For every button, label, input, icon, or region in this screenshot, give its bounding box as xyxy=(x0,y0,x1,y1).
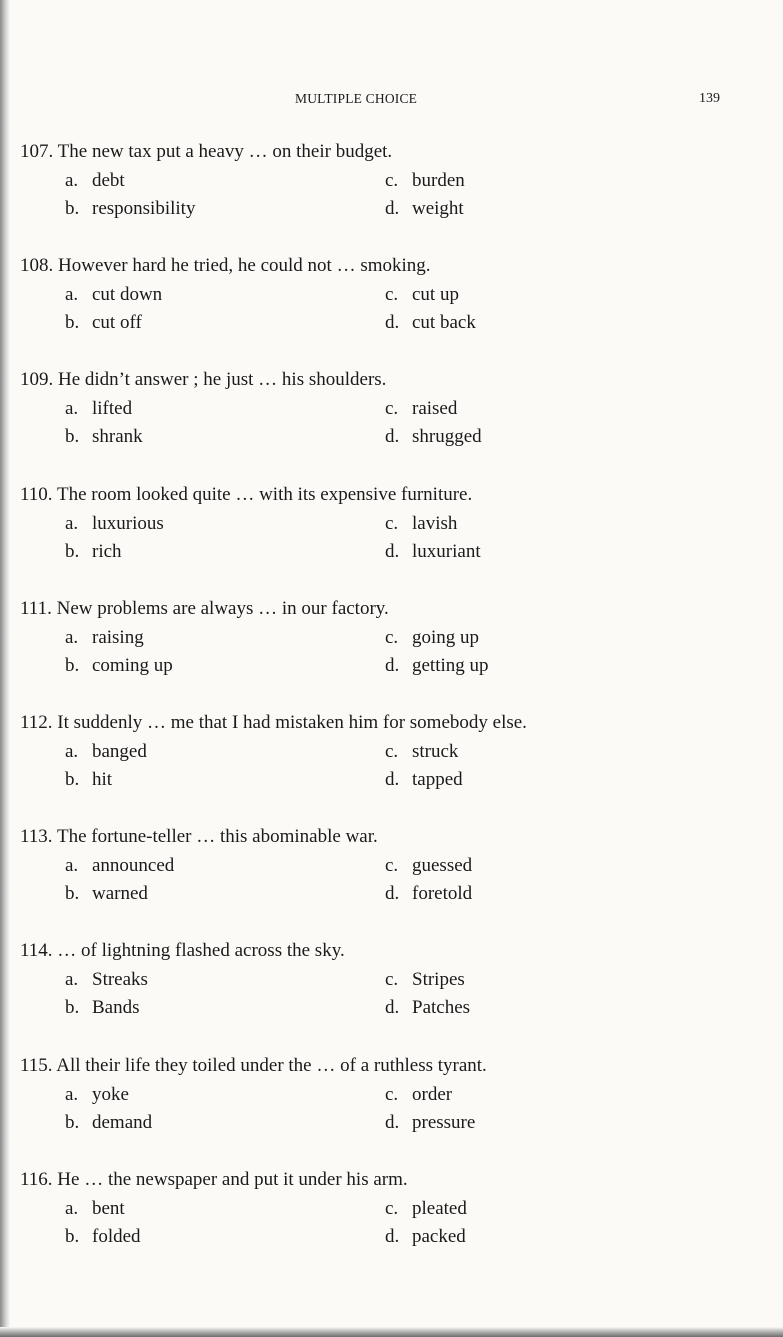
question-stem xyxy=(20,141,392,163)
option-letter: c. xyxy=(385,627,399,648)
option-letter: d. xyxy=(385,426,400,447)
question-number: 113. xyxy=(20,826,53,847)
option-text: luxuriant xyxy=(412,541,481,562)
option-letter: a. xyxy=(65,398,79,419)
option-letter: a. xyxy=(65,969,79,990)
option-letter: a. xyxy=(65,627,79,648)
option-text: rich xyxy=(92,541,122,562)
option-c xyxy=(385,170,465,192)
option-letter: b. xyxy=(65,312,80,333)
question-116 xyxy=(0,1169,783,1259)
question-text: However hard he tried, he could not … smoking. xyxy=(58,255,431,276)
option-b xyxy=(65,198,195,220)
question-stem xyxy=(20,826,378,848)
option-c xyxy=(385,1084,452,1106)
option-text: going up xyxy=(412,627,480,648)
question-number: 112. xyxy=(20,712,53,733)
option-text: Bands xyxy=(92,997,140,1018)
option-text: warned xyxy=(92,883,148,904)
option-letter: d. xyxy=(385,655,400,676)
question-number: 107. xyxy=(20,141,54,162)
question-stem xyxy=(20,255,431,277)
option-text: lifted xyxy=(92,398,133,419)
question-stem xyxy=(20,369,386,391)
option-letter: a. xyxy=(65,1084,79,1105)
option-d xyxy=(385,1112,475,1134)
option-c xyxy=(385,855,472,877)
option-letter: d. xyxy=(385,541,400,562)
option-b xyxy=(65,1112,152,1134)
question-111 xyxy=(0,598,783,688)
option-text: shrugged xyxy=(412,426,482,447)
question-text: It suddenly … me that I had mistaken him for somebody else. xyxy=(57,712,527,733)
page-number: 139 xyxy=(699,91,720,106)
option-d xyxy=(385,883,472,905)
option-text: struck xyxy=(412,741,459,762)
option-text: order xyxy=(412,1084,453,1105)
option-c xyxy=(385,969,465,991)
option-letter: d. xyxy=(385,1226,400,1247)
option-text: debt xyxy=(92,170,125,191)
option-text: cut down xyxy=(92,284,163,305)
option-a xyxy=(65,1198,125,1220)
option-text: bent xyxy=(92,1198,125,1219)
question-stem xyxy=(20,712,527,734)
option-text: Streaks xyxy=(92,969,148,990)
option-a xyxy=(65,398,132,420)
option-letter: b. xyxy=(65,1112,80,1133)
option-letter: a. xyxy=(65,855,79,876)
running-head xyxy=(0,91,783,111)
option-letter: c. xyxy=(385,855,399,876)
question-text: He … the newspaper and put it under his arm. xyxy=(57,1169,408,1190)
option-text: tapped xyxy=(412,769,463,790)
question-number: 115. xyxy=(20,1055,53,1076)
option-a xyxy=(65,855,174,877)
option-letter: c. xyxy=(385,969,399,990)
option-text: demand xyxy=(92,1112,153,1133)
question-107 xyxy=(0,141,783,231)
option-b xyxy=(65,883,148,905)
question-114 xyxy=(0,940,783,1030)
option-text: raising xyxy=(92,627,144,648)
question-110 xyxy=(0,484,783,574)
option-text: responsibility xyxy=(92,198,196,219)
option-text: raised xyxy=(412,398,458,419)
option-letter: b. xyxy=(65,769,80,790)
option-text: lavish xyxy=(412,513,458,534)
option-a xyxy=(65,513,164,535)
option-letter: b. xyxy=(65,426,80,447)
option-text: luxurious xyxy=(92,513,164,534)
option-a xyxy=(65,741,147,763)
question-text: He didn’t answer ; he just … his shoulders. xyxy=(58,369,387,390)
option-text: pressure xyxy=(412,1112,476,1133)
question-number: 110. xyxy=(20,484,53,505)
option-a xyxy=(65,284,162,306)
option-letter: c. xyxy=(385,1084,399,1105)
question-number: 114. xyxy=(20,940,53,961)
question-113 xyxy=(0,826,783,916)
question-112 xyxy=(0,712,783,802)
option-text: burden xyxy=(412,170,465,191)
option-letter: d. xyxy=(385,883,400,904)
option-letter: c. xyxy=(385,170,399,191)
question-text: The new tax put a heavy … on their budget. xyxy=(57,141,393,162)
question-number: 109. xyxy=(20,369,54,390)
option-d xyxy=(385,198,464,220)
question-109 xyxy=(0,369,783,459)
option-letter: b. xyxy=(65,1226,80,1247)
option-letter: b. xyxy=(65,655,80,676)
option-a xyxy=(65,627,144,649)
option-d xyxy=(385,426,482,448)
option-a xyxy=(65,170,125,192)
option-letter: a. xyxy=(65,513,79,534)
question-stem xyxy=(20,1055,487,1077)
option-text: folded xyxy=(92,1226,141,1247)
option-text: packed xyxy=(412,1226,466,1247)
option-b xyxy=(65,312,142,334)
question-stem xyxy=(20,598,389,620)
option-c xyxy=(385,398,457,420)
question-number: 108. xyxy=(20,255,54,276)
option-text: getting up xyxy=(412,655,489,676)
option-text: coming up xyxy=(92,655,173,676)
option-text: hit xyxy=(92,769,113,790)
option-letter: b. xyxy=(65,198,80,219)
option-text: announced xyxy=(92,855,175,876)
option-letter: d. xyxy=(385,312,400,333)
option-d xyxy=(385,655,489,677)
option-b xyxy=(65,997,140,1019)
page-edge-bottom xyxy=(0,1327,783,1337)
question-108 xyxy=(0,255,783,345)
option-b xyxy=(65,426,143,448)
question-stem xyxy=(20,484,472,506)
option-d xyxy=(385,541,481,563)
option-text: pleated xyxy=(412,1198,467,1219)
option-text: cut up xyxy=(412,284,459,305)
option-text: banged xyxy=(92,741,147,762)
option-letter: b. xyxy=(65,883,80,904)
option-letter: a. xyxy=(65,1198,79,1219)
option-letter: b. xyxy=(65,997,80,1018)
question-number: 116. xyxy=(20,1169,53,1190)
question-stem xyxy=(20,940,345,962)
option-letter: c. xyxy=(385,513,399,534)
option-b xyxy=(65,541,122,563)
option-letter: d. xyxy=(385,198,400,219)
option-a xyxy=(65,969,148,991)
question-text: New problems are always … in our factory. xyxy=(56,598,389,619)
option-d xyxy=(385,1226,466,1248)
option-c xyxy=(385,1198,467,1220)
question-stem xyxy=(20,1169,408,1191)
option-text: Stripes xyxy=(412,969,465,990)
option-text: foretold xyxy=(412,883,473,904)
option-c xyxy=(385,627,479,649)
option-letter: c. xyxy=(385,1198,399,1219)
option-text: yoke xyxy=(92,1084,129,1105)
option-c xyxy=(385,513,457,535)
option-letter: b. xyxy=(65,541,80,562)
option-text: weight xyxy=(412,198,464,219)
question-115 xyxy=(0,1055,783,1145)
question-text: … of lightning flashed across the sky. xyxy=(57,940,345,961)
option-letter: d. xyxy=(385,769,400,790)
option-b xyxy=(65,655,173,677)
option-letter: a. xyxy=(65,741,79,762)
option-c xyxy=(385,741,458,763)
option-a xyxy=(65,1084,129,1106)
option-letter: c. xyxy=(385,741,399,762)
option-letter: d. xyxy=(385,997,400,1018)
option-d xyxy=(385,769,463,791)
option-letter: a. xyxy=(65,170,79,191)
question-text: All their life they toiled under the … of a ruthless tyrant. xyxy=(56,1055,487,1076)
option-d xyxy=(385,997,470,1019)
option-text: guessed xyxy=(412,855,473,876)
option-letter: c. xyxy=(385,284,399,305)
option-letter: d. xyxy=(385,1112,400,1133)
question-text: The room looked quite … with its expensive furniture. xyxy=(56,484,473,505)
option-text: cut back xyxy=(412,312,476,333)
question-number: 111. xyxy=(20,598,52,619)
option-b xyxy=(65,1226,141,1248)
option-d xyxy=(385,312,476,334)
option-letter: c. xyxy=(385,398,399,419)
option-text: cut off xyxy=(92,312,142,333)
question-text: The fortune-teller … this abominable war. xyxy=(56,826,378,847)
option-text: shrank xyxy=(92,426,143,447)
option-b xyxy=(65,769,112,791)
running-title: MULTIPLE CHOICE xyxy=(295,91,418,106)
option-text: Patches xyxy=(412,997,471,1018)
option-c xyxy=(385,284,459,306)
option-letter: a. xyxy=(65,284,79,305)
